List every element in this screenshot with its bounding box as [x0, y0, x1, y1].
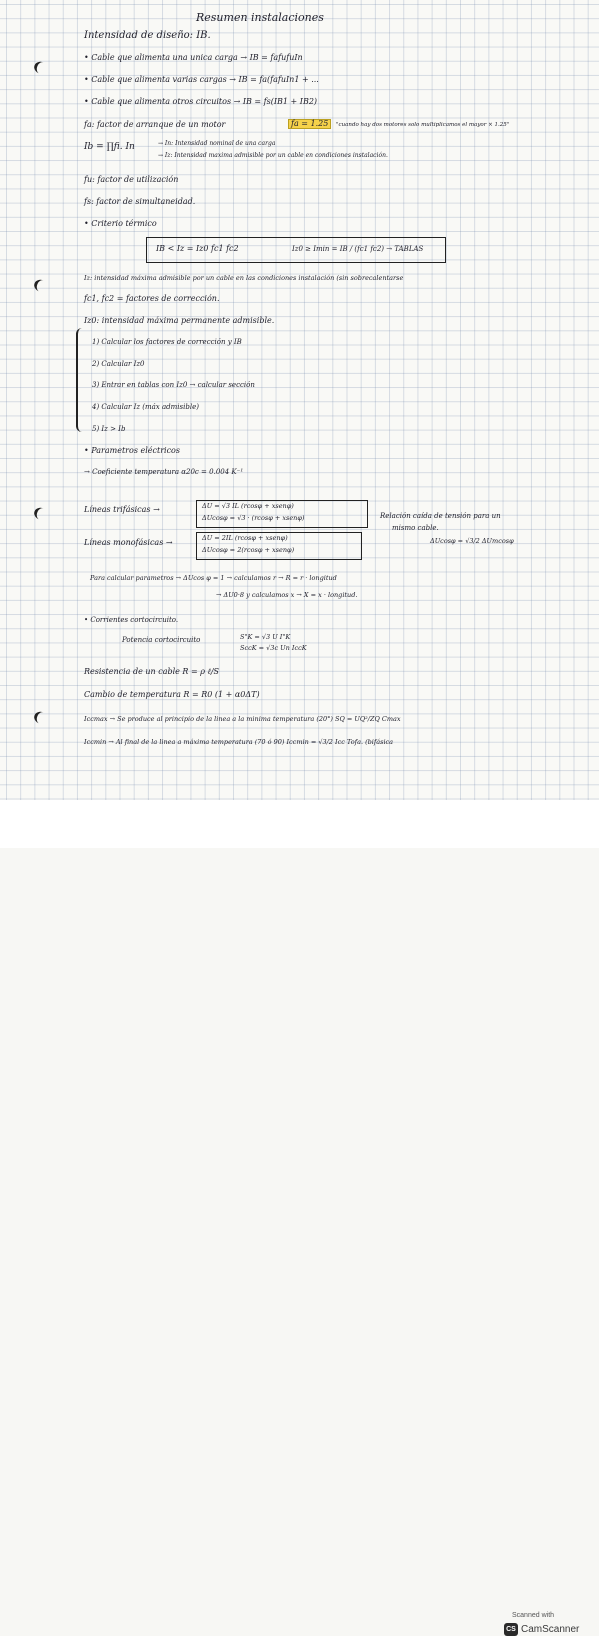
- note-line: Resistencia de un cable R = ρ ℓ/S: [84, 667, 219, 676]
- note-line: → Coeficiente temperatura α20c = 0.004 K⁻¹: [84, 468, 244, 476]
- steps-brace: [76, 328, 86, 432]
- note-line: Cambio de temperatura R = R0 (1 + α0ΔT): [84, 690, 260, 699]
- formula-line: Ib = ∏fi. In: [84, 142, 135, 152]
- formula-line: ΔUcosφ = √3 · (rcosφ + xsenφ): [202, 514, 305, 522]
- note-line: Iccmin → Al final de la linea a máxima temperatura (70 ó 90) Iccmin = √3/2 Icc Tofa. (bifásica: [84, 738, 394, 746]
- note-line: • Cable que alimenta una unica carga → IB = fafufuIn: [84, 53, 303, 62]
- note-line: Iccmax → Se produce al principio de la linea a la minima temperatura (20°) SQ = UQ²/ZQ Cmax: [84, 715, 401, 723]
- camscanner-logo-icon: CS: [504, 1623, 518, 1636]
- note-line: → In: Intensidad nominal de una carga: [158, 140, 276, 147]
- binder-hole-mark: [32, 278, 50, 294]
- notebook-page: [0, 0, 599, 800]
- step-item: 1) Calcular los factores de corrección y IB: [92, 338, 242, 346]
- step-item: 4) Calcular Iz (máx admisible): [92, 403, 199, 411]
- note-line: • Cable que alimenta otros circuitos → IB = fs(IB1 + IB2): [84, 97, 318, 106]
- note-line: fc1, fc2 = factores de corrección.: [84, 294, 220, 303]
- step-item: 5) Iz > Ib: [92, 425, 126, 433]
- formula-line: ΔUcosφ = 2(rcosφ + xsenφ): [202, 546, 295, 554]
- scanned-with-label: Scanned with: [512, 1612, 555, 1619]
- formula-line: ΔUcosφ = √3/2 ΔUmcosφ: [430, 537, 514, 545]
- note-line: fa: factor de arranque de un motor: [84, 120, 226, 129]
- note-line: • Cable que alimenta varias cargas → IB = fa(fafuIn1 + ...: [84, 75, 319, 84]
- note-line: Iz: intensidad máxima admisible por un cable en las condiciones instalación (sin sobrecalentarse: [84, 274, 404, 282]
- note-line: fs: factor de simultaneidad.: [84, 197, 196, 206]
- binder-hole-mark: [32, 710, 50, 726]
- section-heading: • Parametros eléctricos: [84, 446, 180, 455]
- section-heading: • Corrientes cortocircuito.: [84, 616, 179, 624]
- note-line: mismo cable.: [392, 524, 439, 532]
- note-line: Iz0: intensidad máxima permanente admisible.: [84, 316, 275, 325]
- note-line: → ΔU0·8 y calculamos x → X = x · longitud.: [216, 591, 358, 599]
- binder-hole-mark: [32, 60, 50, 76]
- note-line: "cuando hay dos motores solo multiplicamos el mayor × 1.25": [336, 122, 510, 128]
- step-item: 2) Calcular Iz0: [92, 360, 145, 368]
- binder-hole-mark: [32, 506, 50, 522]
- step-item: 3) Entrar en tablas con Iz0 → calcular sección: [92, 381, 255, 389]
- formula-line: ΔU = √3 IL (rcosφ + xsenφ): [202, 502, 294, 510]
- note-line: Potencia cortocircuito: [122, 636, 201, 644]
- note-line: fu: factor de utilización: [84, 175, 179, 184]
- heading-intensidad-diseno: Intensidad de diseño: IB.: [84, 30, 211, 41]
- scan-footer: [0, 800, 599, 1635]
- note-line: Relación caída de tensión para un: [380, 512, 501, 520]
- formula-line: S"K = √3 U I"K: [240, 633, 291, 641]
- formula-line: IB < Iz = Iz0 fc1 fc2: [156, 244, 239, 253]
- note-line: Para calcular parametros → ΔUcos φ = 1 → calculamos r → R = r · longitud: [90, 574, 337, 582]
- camscanner-brand: CamScanner: [521, 1623, 580, 1635]
- camscanner-badge: [504, 1622, 579, 1636]
- formula-line: SccK = √3c Un IccK: [240, 644, 307, 652]
- page-title: Resumen instalaciones: [196, 11, 324, 24]
- note-line: Líneas trifásicas →: [84, 505, 160, 514]
- note-line: → Iz: Intensidad maxima admisible por un cable en condiciones instalación.: [158, 152, 388, 159]
- highlighted-value: fa = 1.25: [288, 119, 331, 129]
- note-line: Líneas monofásicas →: [84, 538, 173, 547]
- formula-line: ΔU = 2IL (rcosφ + xsenφ): [202, 534, 288, 542]
- section-heading: • Criterio térmico: [84, 219, 157, 228]
- formula-line: Iz0 ≥ Imin = IB / (fc1 fc2) → TABLAS: [292, 245, 424, 253]
